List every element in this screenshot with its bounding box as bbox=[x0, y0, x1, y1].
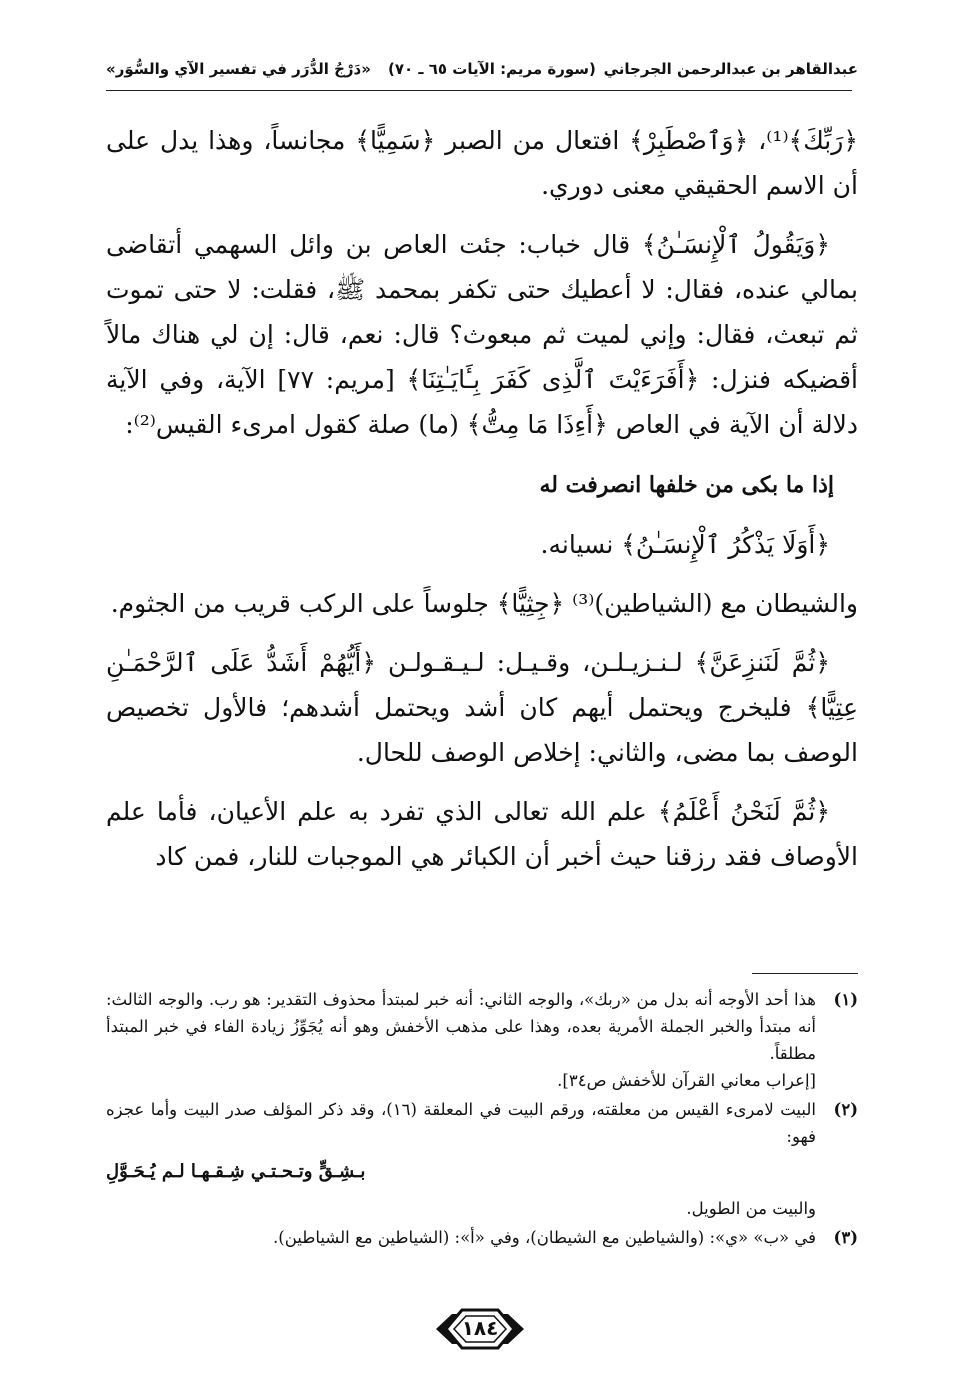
paragraph: ﴿ثُمَّ لَنَحْنُ أَعْلَمُ﴾ علم الله تعالى الذي تفرد به علم الأعيان، فأما علم الأوصاف فقد رزقنا حيث أخبر أن الكبائر هي الموجبات للنار، فمن كاد bbox=[106, 797, 858, 871]
footnote-3 bbox=[106, 1224, 858, 1251]
header-divider bbox=[106, 90, 852, 91]
header-book-title: «دَرْجُ الدُّرَر في تفسير الآي والسُّوَر» bbox=[106, 60, 371, 78]
header-author: عبدالقاهر بن عبدالرحمن الجرجاني bbox=[603, 60, 858, 78]
footnote-number: (٢) bbox=[833, 1100, 858, 1119]
footnote-text: في «ب» «ي»: (والشياطين مع الشيطان)، وفي «أ»: (الشياطين مع الشياطين). bbox=[273, 1228, 816, 1247]
footnote-text: هذا أحد الأوجه أنه بدل من «ربك»، والوجه الثاني: أنه خبر لمبتدأ محذوف التقدير: هو رب. والوجه الثالث: أنه مبتدأ والخبر الجملة الأمرية بعده، وهذا على مذهب الأخفش وهو أنه يُجَوِّزُ زيادة الفاء في خبر المبتدأ مطلقاً. bbox=[106, 990, 816, 1063]
footnote-text: [إعراب معاني القرآن للأخفش ص٣٤]. bbox=[557, 1071, 816, 1090]
footnote-number: (٣) bbox=[833, 1228, 858, 1247]
paragraph: ﴿ثُمَّ لَنَنزِعَنَّ﴾ لـنـزيـلـن، وقـيـل: لـيـقـولـن ﴿أَيُّهُمْ أَشَدُّ عَلَى ٱلرَّحْمَـٰنِ عِتِيًّا﴾ فليخرج ويحتمل أيهم كان أشد ويحتمل أشدهم؛ فالأول تخصيص الوصف بما مضى، والثاني: إخلاص الوصف للحال. bbox=[106, 648, 858, 767]
footnote-text: والبيت من الطويل. bbox=[686, 1199, 816, 1218]
footnote-number: (١) bbox=[833, 990, 858, 1009]
footnote-divider bbox=[752, 973, 858, 974]
poem-fragment: بـشِـقٍّ وتـحـتـي شِـقـهـا لـم يُـحَـوَّلِ bbox=[106, 1161, 366, 1182]
footnotes bbox=[106, 986, 858, 1253]
footnote-text: البيت لامرىء القيس من معلقته، ورقم البيت في المعلقة (١٦)، وقد ذكر المؤلف صدر البيت وأما عجزه فهو: bbox=[106, 1100, 816, 1146]
page-number: ١٨٤ bbox=[461, 1316, 499, 1340]
footnote-1 bbox=[106, 986, 858, 1094]
page-number-ornament bbox=[432, 1306, 528, 1352]
paragraph: ﴿وَيَقُولُ ٱلْإِنسَـٰنُ﴾ قال خباب: جئت العاص بن وائل السهمي أتقاضى بمالي عنده، فقال: لا أعطيك حتى تكفر بمحمد ﷺ، فقلت: لا حتى تموت ثم تبعث، فقال: وإني لميت ثم مبعوث؟ قال: نعم، قال: إن لي هناك مالاً أقضيكه فنزل: ﴿أَفَرَءَيْتَ ٱلَّذِى كَفَرَ بِـَٔايَـٰتِنَا﴾ [مريم: ٧٧] الآية، وفي الآية دلالة أن الآية في العاص ﴿أَءِذَا مَا مِتُّ﴾ (ما) صلة كقول امرىء القيس⁽²⁾: bbox=[106, 230, 858, 439]
poem-verse: إذا ما بكى من خلفها انصرفت له bbox=[539, 472, 834, 498]
header-section: (سورة مريم: الآيات ٦٥ ـ ٧٠) bbox=[388, 60, 596, 78]
paragraph: والشيطان مع (الشياطين)⁽³⁾ ﴿جِثِيًّا﴾ جلوساً على الركب قريب من الجثوم. bbox=[110, 589, 858, 618]
paragraph: ﴿رَبِّكَ﴾⁽¹⁾، ﴿وَٱصْطَبِرْ﴾ افتعال من الصبر ﴿سَمِيًّا﴾ مجانساً، وهذا يدل على أن الاسم الحقيقي معنى دوري. bbox=[106, 126, 858, 200]
footnote-2 bbox=[106, 1096, 858, 1222]
main-text bbox=[106, 118, 858, 879]
paragraph: ﴿أَوَلَا يَذْكُرُ ٱلْإِنسَـٰنُ﴾ نسيانه. bbox=[540, 530, 830, 559]
